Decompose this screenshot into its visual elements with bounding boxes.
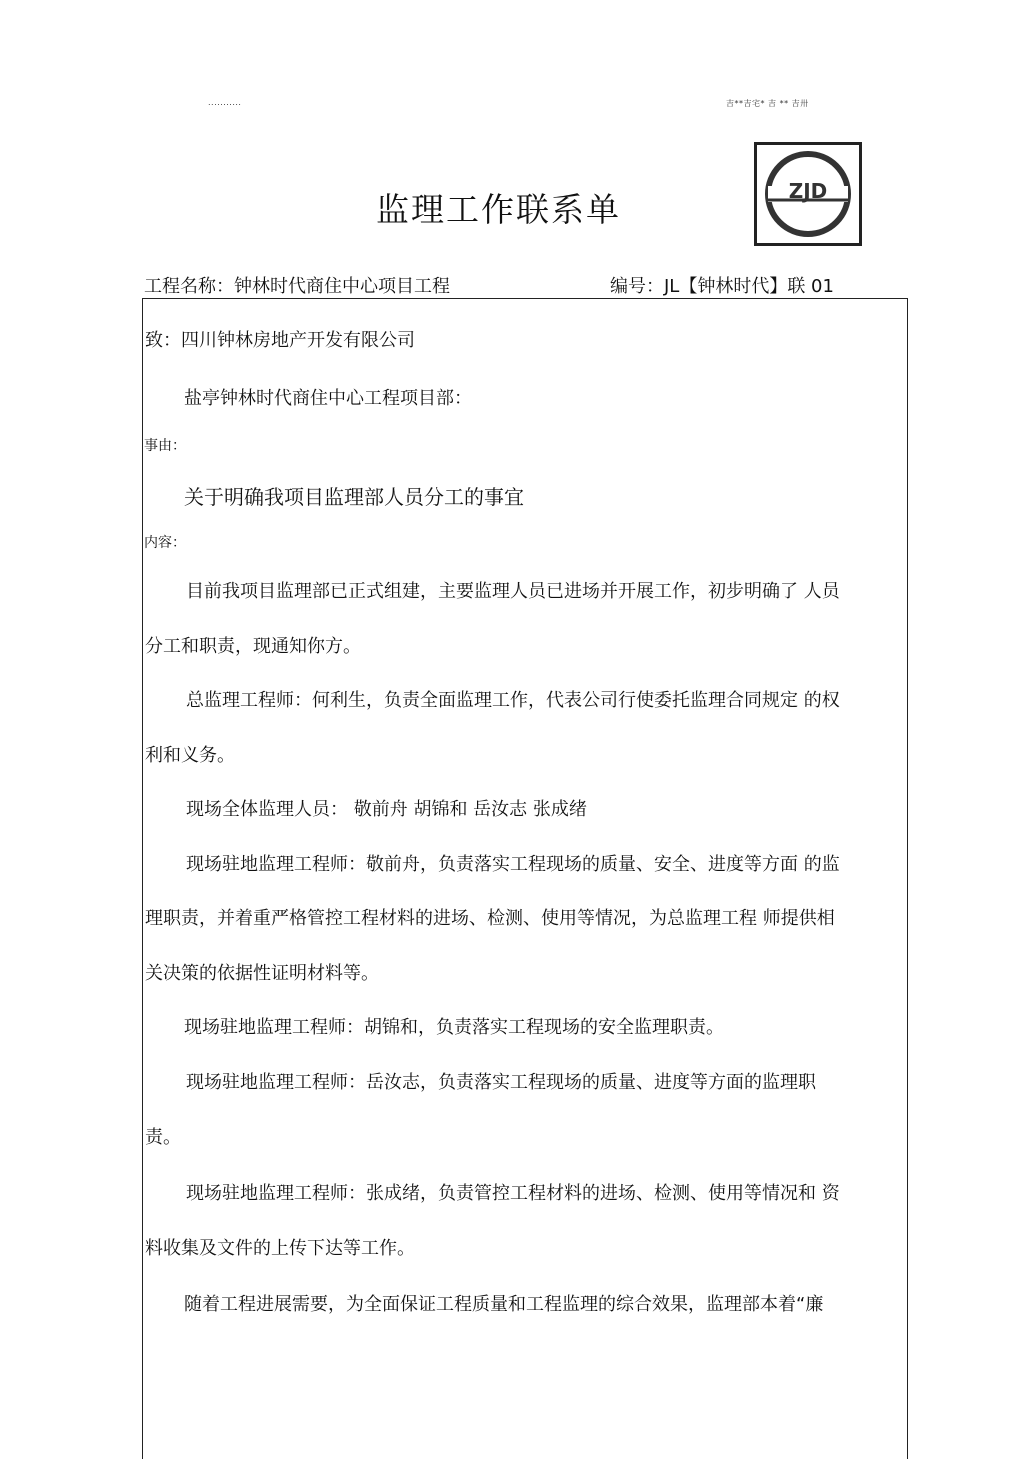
content-line: 料收集及文件的上传下达等工作。 bbox=[145, 1238, 415, 1259]
content-line: 关决策的依据性证明材料等。 bbox=[145, 963, 379, 984]
document-title: 监理工作联系单 bbox=[376, 190, 621, 229]
content-line: 随着工程进展需要，为全面保证工程质量和工程监理的综合效果，监理部本着“廉 bbox=[184, 1294, 824, 1315]
reason-label: 事由： bbox=[144, 438, 186, 454]
department-line: 盐亭钟林时代商住中心工程项目部： bbox=[184, 388, 472, 409]
content-line: 利和义务。 bbox=[145, 745, 235, 766]
document-number: 编号：JL【钟林时代】联 01 bbox=[610, 276, 834, 297]
logo-text: ZJD bbox=[788, 179, 828, 203]
header-left-mark: ........... bbox=[208, 98, 242, 107]
content-line: 目前我项目监理部已正式组建，主要监理人员已进场并开展工作，初步明确了 人员 bbox=[186, 581, 840, 602]
reason-text: 关于明确我项目监理部人员分工的事宜 bbox=[184, 485, 524, 509]
content-line: 分工和职责，现通知你方。 bbox=[145, 636, 361, 657]
content-line: 现场驻地监理工程师：胡锦和，负责落实工程现场的安全监理职责。 bbox=[184, 1017, 724, 1038]
form-frame bbox=[142, 298, 908, 1459]
content-line: 现场驻地监理工程师：敬前舟，负责落实工程现场的质量、安全、进度等方面 的监 bbox=[186, 854, 840, 875]
zjd-logo-icon bbox=[754, 142, 862, 246]
content-line: 责。 bbox=[145, 1127, 181, 1148]
content-label: 内容： bbox=[144, 535, 186, 551]
project-name: 工程名称：钟林时代商住中心项目工程 bbox=[144, 276, 450, 297]
content-line: 现场驻地监理工程师：岳汝志，负责落实工程现场的质量、进度等方面的监理职 bbox=[186, 1072, 816, 1093]
content-line: 现场驻地监理工程师：张成绪，负责管控工程材料的进场、检测、使用等情况和 资 bbox=[186, 1183, 840, 1204]
content-line: 理职责，并着重严格管控工程材料的进场、检测、使用等情况，为总监理工程 师提供相 bbox=[145, 908, 835, 929]
zjd-logo bbox=[754, 142, 862, 246]
content-line: 总监理工程师：何利生，负责全面监理工作，代表公司行使委托监理合同规定 的权 bbox=[186, 690, 840, 711]
recipient-line: 致：四川钟林房地产开发有限公司 bbox=[145, 330, 415, 351]
content-line: 现场全体监理人员： 敬前舟 胡锦和 岳汝志 张成绪 bbox=[186, 799, 587, 820]
header-right-mark: 吉**吉宅* 吉 ** 吉卅 bbox=[726, 99, 809, 108]
